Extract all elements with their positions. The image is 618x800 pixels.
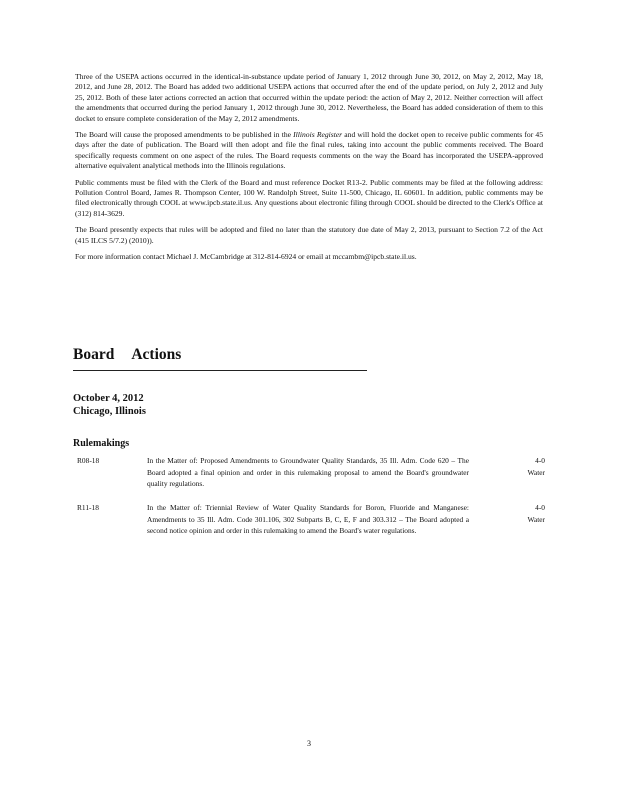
meeting-info [73,392,146,418]
intro-paragraph-3: Public comments must be filed with the Clerk of the Board and must reference Docket R13-2. Public comments may be filed at the following address: Pollution Control Board, James R. Thompson Center, 100 W. Randolph Street, Suite 11-500, Chicago, IL 60601. In addition, public comments may be filed electronically through COOL at www.ipcb.state.il.us. Any questions about electronic filing through COOL should be directed to the Clerk's Office at (312) 814-3629. [75,177,543,218]
vote-count: 4-0 [535,503,545,512]
intro-paragraph-2-start: The Board will cause the proposed amendments to be published in the [75,130,291,140]
action-description: In the Matter of: Proposed Amendments to Groundwater Quality Standards, 35 Ill. Adm. Code 620 – The Board adopted a final opinion and order in this rulemaking proposal to amend the Board's groundwater quality regulations. [147,456,469,489]
section-title: Board Actions [73,346,182,363]
meeting-place: Chicago, Illinois [73,406,146,417]
intro-paragraph-4: The Board presently expects that rules will be adopted and filed no later than the statutory due date of May 2, 2013, pursuant to Section 7.2 of the Act (415 ILCS 5/7.2) (2010)). [75,225,543,245]
docket-number: R08-18 [77,456,100,465]
docket-number: R11-18 [77,503,99,512]
intro-paragraph-2-end: and will hold the docket open to receive public comments for 45 days after the date of publication. The Board will then adopt and file the final rules, taking into account the public comments received. The Board specifically requests comment on one aspect of the rules. The Board requests comments on the way the Board has incorporated the USEPA-approved alternative equivalent analytical methods into the Illinois regulations. [75,130,543,171]
vote-count: 4-0 [535,456,545,465]
action-type: Water [527,467,545,477]
meeting-date: October 4, 2012 [73,393,144,404]
illinois-register-title: Illinois Register [293,130,343,140]
action-type: Water [527,514,545,524]
intro-paragraph-2 [75,130,543,172]
section-divider [73,370,367,371]
intro-paragraph-1: Three of the USEPA actions occurred in the identical-in-substance update period of January 1, 2012 through June 30, 2012, on May 2, 2012, May 18, 2012, and June 28, 2012. The Board has added two additional USEPA actions that occurred after the end of the update period, on July 2, 2012 and July 25, 2012. Both of these later actions corrected an action that occurred within the update period: the action of May 2, 2012. Neither correction will affect the amendments that occurred during the period January 1, 2012 through June 30, 2012. Nevertheless, the Board has added consideration of them to this docket to ensure complete consideration of the May 2, 2012 amendments. [75,72,543,123]
category-heading: Rulemakings [73,438,130,449]
intro-text [75,72,543,269]
page-number: 3 [307,739,311,748]
vote-and-type [528,455,545,478]
vote-and-type [528,502,545,525]
action-description: In the Matter of: Triennial Review of Water Quality Standards for Boron, Fluoride and Manganese: Amendments to 35 Ill. Adm. Code 301.106, 302 Subparts B, C, E, F and 303.312 – The Board adopted a second notice opinion and order in this rulemaking to amend the Board's water regulations. [147,503,469,536]
intro-paragraph-5: For more information contact Michael J. McCambridge at 312-814-6924 or email at mccambm@ipcb.state.il.us. [75,252,417,262]
